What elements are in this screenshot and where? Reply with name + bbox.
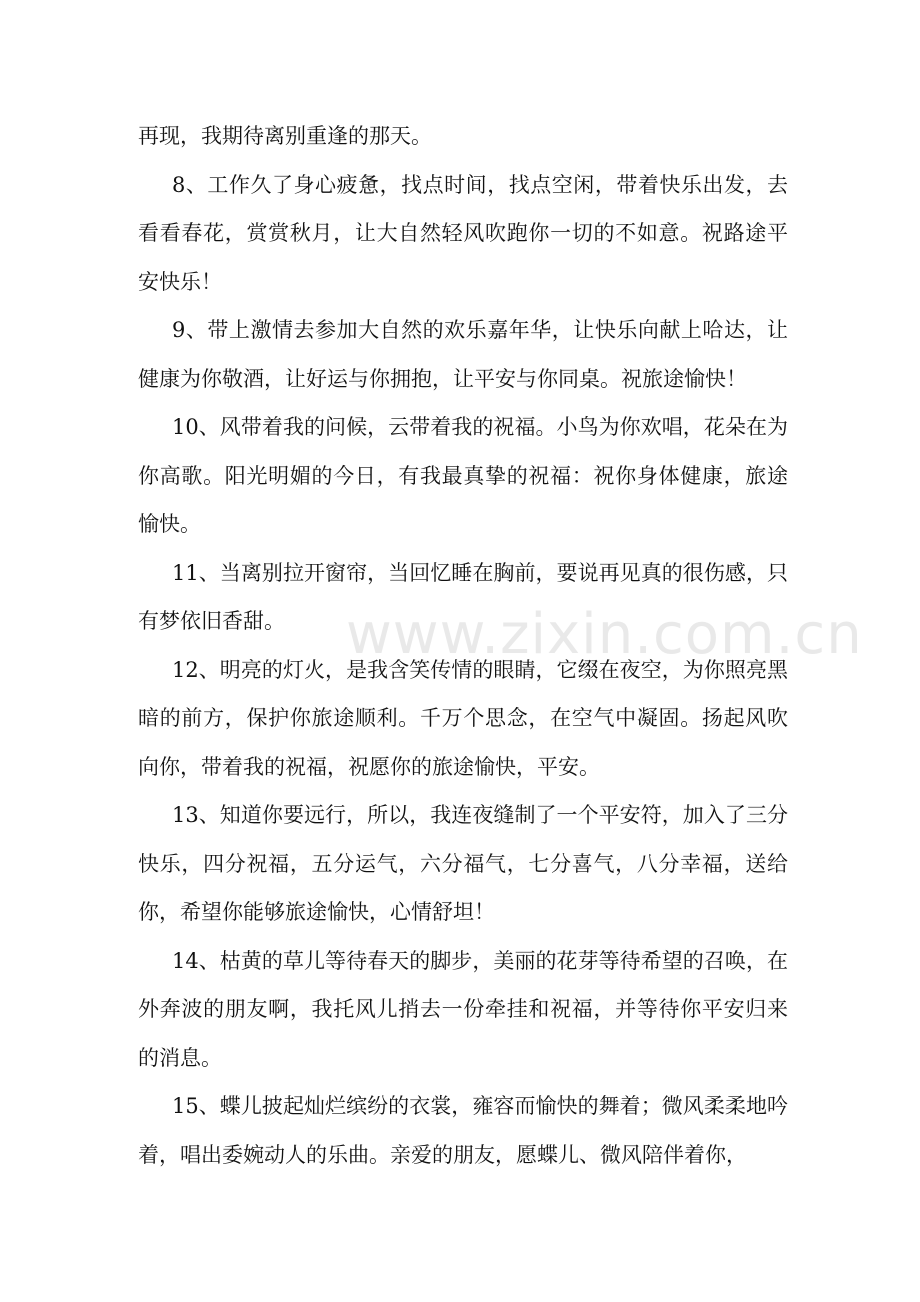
paragraph-8: 8、工作久了身心疲惫，找点时间，找点空闲，带着快乐出发，去看看春花，赏赏秋月，让大自然轻风吹跑你一切的不如意。祝路途平安快乐！ [138,172,788,294]
paragraph-15: 15、蝶儿披起灿烂缤纷的衣裳，雍容而愉快的舞着；微风柔柔地吟着，唱出委婉动人的乐曲。亲爱的朋友，愿蝶儿、微风陪伴着你， [138,1094,788,1167]
paragraph-continuation: 再现，我期待离别重逢的那天。 [138,124,432,148]
paragraph-9: 9、带上激情去参加大自然的欢乐嘉年华，让快乐向献上哈达，让健康为你敬酒，让好运与你拥抱，让平安与你同桌。祝旅途愉快！ [138,318,788,391]
paragraph-11: 11、当离别拉开窗帘，当回忆睡在胸前，要说再见真的很伤感，只有梦依旧香甜。 [138,560,788,633]
paragraph-12: 12、明亮的灯火，是我含笑传情的眼睛，它缀在夜空，为你照亮黑暗的前方，保护你旅途顺利。千万个思念，在空气中凝固。扬起风吹向你，带着我的祝福，祝愿你的旅途愉快，平安。 [138,657,788,779]
paragraph-10: 10、风带着我的问候，云带着我的祝福。小鸟为你欢唱，花朵在为你高歌。阳光明媚的今日，有我最真挚的祝福：祝你身体健康，旅途愉快。 [138,415,788,536]
paragraph-13: 13、知道你要远行，所以，我连夜缝制了一个平安符，加入了三分快乐，四分祝福，五分运气，六分福气，七分喜气，八分幸福，送给你，希望你能够旅途愉快，心情舒坦！ [138,803,788,924]
watermark: www.zixin.com.cn [346,602,863,667]
paragraph-14: 14、枯黄的草儿等待春天的脚步，美丽的花芽等待希望的召唤，在外奔波的朋友啊，我托风儿捎去一份牵挂和祝福，并等待你平安归来的消息。 [138,948,788,1070]
